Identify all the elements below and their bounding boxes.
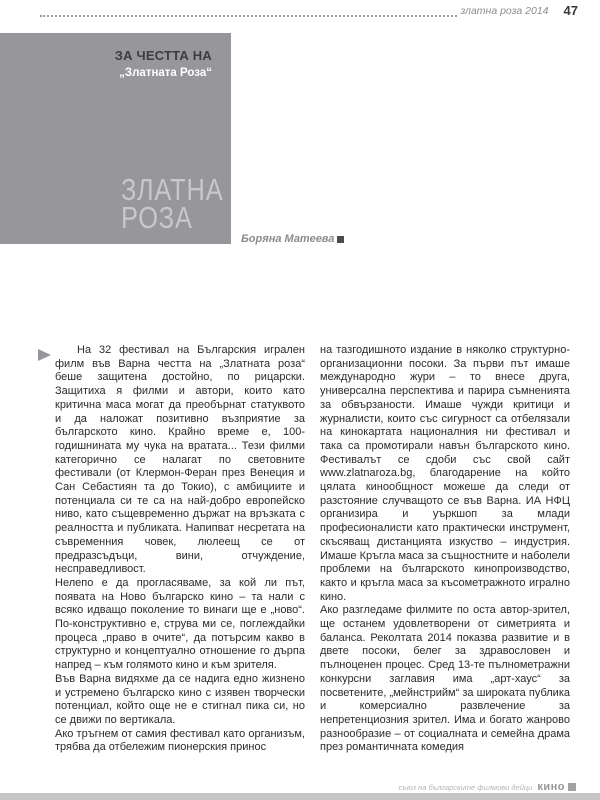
big-title-line2: РОЗА: [121, 200, 193, 235]
paragraph-marker-triangle-icon: [38, 349, 51, 361]
paragraph: На 32 фестивал на Българския игрален филм във Варна честта на „Златната роза“ беше защитена достойно, по рицарски. Защитиха я филми и автори, които като критична маса могат да преобърнат статуквото и да наложат позитивно възприятие за българското кино. Крайно време е, 100-годишнината му чука на вратата... Тези филми категорично се налагат по световните фестивали (от Клермон-Феран през Венеция и Сан Себастиян та до Токио), с амбициите и потенциала си те са на най-добро европейско ниво, като същевременно държат на връзката с реалността и публиката. Напипват несретата на съвременния човек, люлеещ се от предразсъдъци, вини, отчуждение, несправедливост.: [55, 344, 305, 576]
page-footer: [399, 781, 576, 793]
dotted-leader-line: [40, 6, 457, 17]
paragraph: Ако разгледаме филмите по оста автор-зрител, ще останем удовлетворени от симетрията и баланса. Реколтата 2014 показва развитие и в двете посоки, белег за здравословен и пълноценен процес. Сред 13-те пълнометражни конкурсни заглавия има „арт-хаус“ за посветените, „мейнстрийм“ за широката публика и комерсиално развлечение за непретенциозния зрител. Има и богато жанрово разнообразие – от социалната и семейна драма през романтичната комедия: [320, 604, 570, 754]
paragraph: Ако тръгнем от самия фестивал като организъм, трябва да отбележим пионерския принос: [55, 727, 305, 754]
journal-title: златна роза 2014: [460, 5, 549, 17]
article-kicker-subtitle: „Златната Роза“: [119, 67, 212, 79]
page-bottom-edge: [0, 793, 600, 800]
paragraph: на тазгодишното издание в няколко структурно-организационни посоки. За първи път имаше международно жури – то внесе друга, универсална перспектива и парира съмненията за обвързаности. Имаше чужди критици и журналисти, които със сигурност са отбелязали на кинокартата националния ни фестивал и така са промотирали навън българското кино. Фестивалът се сдоби със свой сайт www.zlatnaroza.bg, благодарение на който цялата кинообщност можеше да следи от разстояние случващото се във Варна. ИА НФЦ организира и уъркшоп за млади професионалисти като практически инструмент, скъсяващ дистанцията изкуство – индустрия. Имаше Кръгла маса за същностните и наболели проблеми на българското кинопроизводство, както и кръгла маса за късометражното игрално кино.: [320, 344, 570, 603]
title-box: [0, 33, 231, 244]
page-number: 47: [563, 3, 578, 18]
big-title-line1: ЗЛАТНА: [121, 172, 224, 207]
article-column-left: [55, 344, 305, 755]
footer-union-text: съюз на българските филмови дейци: [398, 782, 533, 792]
page-header: [40, 5, 578, 17]
author-byline: [241, 233, 344, 245]
square-icon: [568, 783, 576, 791]
footer-brand: кино: [537, 781, 565, 793]
article-column-right: [320, 344, 570, 755]
author-name: Боряна Матеева: [241, 233, 335, 245]
paragraph: Във Варна видяхме да се надига едно жизнено и устремено българско кино с изявен творчески потенциал, който още не е стигнал пика си, но се движи по вертикала.: [55, 672, 305, 726]
article-kicker: ЗА ЧЕСТТА НА: [114, 48, 212, 63]
article-big-title: [121, 172, 224, 235]
paragraph: Нелепо е да прогласяваме, за кой ли път, появата на Ново българско кино – та нали с всяко идващо поколение то винаги ще е „ново“. По-конструктивно е, струва ми се, поглеждайки процеса „право в очите“, да потърсим какво в структурно и концептуално отношение го дърпа напред – към голямото кино и към зрителя.: [55, 576, 305, 672]
square-icon: [337, 236, 344, 243]
